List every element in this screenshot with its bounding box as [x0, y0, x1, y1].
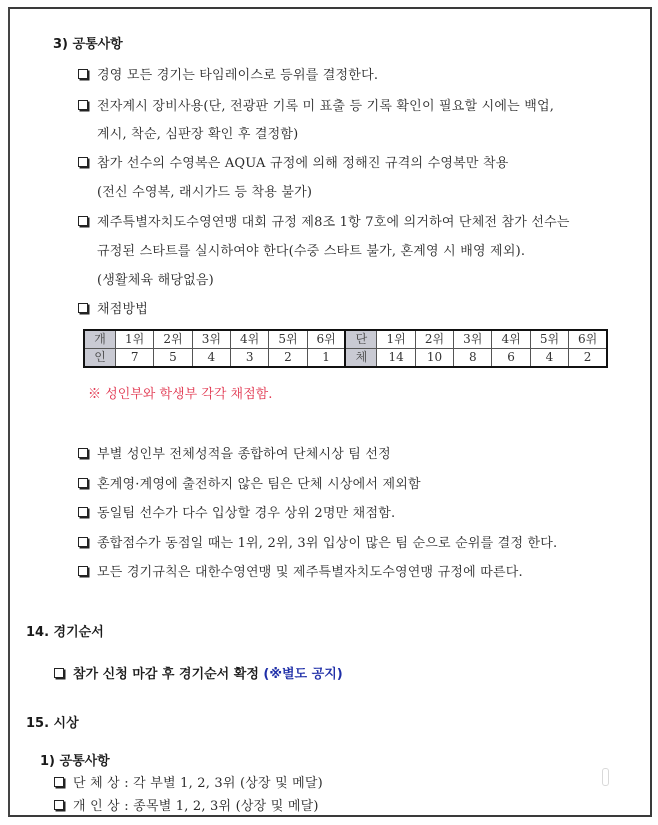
table-cell: 5위: [269, 330, 307, 349]
list-item-text: 부별 성인부 전체성적을 종합하여 단체시상 팀 선정: [97, 447, 391, 462]
checkbox-bullet-icon: [78, 507, 88, 517]
table-cell: 1위: [377, 330, 415, 349]
list-item-text: 혼계영·계영에 출전하지 않은 팀은 단체 시상에서 제외함: [97, 477, 421, 492]
list-item: [54, 663, 343, 682]
section-3-heading: 3) 공통사항: [53, 37, 123, 52]
list-item-text: 종합점수가 동점일 때는 1위, 2위, 3위 입상이 많은 팀 순으로 순위를 결정 한다.: [97, 536, 558, 551]
list-item: [78, 532, 557, 551]
list-item-text: 동일팀 선수가 다수 입상할 경우 상위 2명만 채점함.: [97, 506, 396, 521]
table-row: [84, 349, 607, 368]
cursor-mark-icon: [602, 768, 609, 786]
table-cell: 1위: [116, 330, 154, 349]
table-cell: 3위: [192, 330, 230, 349]
scoring-table: [83, 329, 608, 368]
table-cell: 5: [154, 349, 192, 368]
table-cell: 8: [454, 349, 492, 368]
table-cell: 4: [530, 349, 568, 368]
checkbox-bullet-icon: [78, 566, 88, 576]
table-cell: 2: [569, 349, 607, 368]
table-cell: 2위: [415, 330, 453, 349]
checkbox-bullet-icon: [54, 800, 64, 810]
checkbox-bullet-icon: [78, 303, 88, 313]
checkbox-bullet-icon: [54, 668, 64, 678]
list-item: [78, 152, 509, 171]
list-item-continuation: 계시, 착순, 심판장 확인 후 결정함): [97, 127, 299, 142]
list-item-text: 제주특별자치도수영연맹 대회 규정 제8조 1항 7호에 의거하여 단체전 참가 선수는: [97, 215, 570, 230]
list-item-continuation: (전신 수영복, 래시가드 등 착용 불가): [97, 185, 313, 200]
checkbox-bullet-icon: [54, 777, 64, 787]
list-item: [54, 795, 319, 814]
list-item-text: 단 체 상 : 각 부별 1, 2, 3위 (상장 및 메달): [73, 776, 323, 791]
table-cell: 7: [116, 349, 154, 368]
list-item-text: 개 인 상 : 종목별 1, 2, 3위 (상장 및 메달): [73, 799, 319, 814]
list-item: [78, 211, 570, 230]
list-item: [78, 95, 554, 114]
team-label-top: 단: [345, 330, 377, 349]
list-item-text: 전자계시 장비사용(단, 전광판 기록 미 표출 등 기록 확인이 필요할 시에는 백업,: [97, 99, 555, 114]
checkbox-bullet-icon: [78, 216, 88, 226]
separate-notice-note: (※별도 공지): [263, 667, 343, 682]
list-item-continuation: (생활체육 해당없음): [97, 273, 214, 288]
individual-label-bottom: 인: [84, 349, 116, 368]
list-item: [78, 473, 421, 492]
table-cell: 14: [377, 349, 415, 368]
list-item: [78, 64, 378, 83]
table-cell: 6: [492, 349, 530, 368]
table-cell: 2: [269, 349, 307, 368]
section-15-heading: 15. 시상: [26, 716, 79, 731]
list-item: [78, 443, 391, 462]
list-item: [78, 298, 148, 317]
table-cell: 6위: [569, 330, 607, 349]
table-row: [84, 330, 607, 349]
table-cell: 1: [307, 349, 345, 368]
team-label-bottom: 체: [345, 349, 377, 368]
table-cell: 5위: [530, 330, 568, 349]
checkbox-bullet-icon: [78, 448, 88, 458]
table-cell: 6위: [307, 330, 345, 349]
section-14-heading: 14. 경기순서: [26, 625, 104, 640]
checkbox-bullet-icon: [78, 537, 88, 547]
checkbox-bullet-icon: [78, 100, 88, 110]
list-item: [78, 561, 523, 580]
list-item-text: 참가 선수의 수영복은 AQUA 규정에 의해 정해진 규격의 수영복만 착용: [97, 156, 509, 171]
list-item-text: 채점방법: [97, 302, 149, 317]
table-cell: 3위: [454, 330, 492, 349]
list-item-text: 참가 신청 마감 후 경기순서 확정: [73, 667, 259, 682]
list-item-text: 모든 경기규칙은 대한수영연맹 및 제주특별자치도수영연맹 규정에 따른다.: [97, 565, 523, 580]
checkbox-bullet-icon: [78, 157, 88, 167]
section-15-subheading: 1) 공통사항: [40, 754, 110, 769]
individual-label-top: 개: [84, 330, 116, 349]
list-item-text: 경영 모든 경기는 타임레이스로 등위를 결정한다.: [97, 68, 379, 83]
list-item: [54, 772, 323, 791]
table-cell: 4위: [492, 330, 530, 349]
checkbox-bullet-icon: [78, 69, 88, 79]
table-cell: 4: [192, 349, 230, 368]
list-item-continuation: 규정된 스타트를 실시하여야 한다(수중 스타트 불가, 혼계영 시 배영 제외).: [97, 244, 526, 259]
table-cell: 10: [415, 349, 453, 368]
list-item: [78, 502, 395, 521]
table-cell: 3: [230, 349, 268, 368]
table-cell: 4위: [230, 330, 268, 349]
scoring-note: ※ 성인부와 학생부 각각 채점함.: [88, 387, 273, 402]
checkbox-bullet-icon: [78, 478, 88, 488]
table-cell: 2위: [154, 330, 192, 349]
